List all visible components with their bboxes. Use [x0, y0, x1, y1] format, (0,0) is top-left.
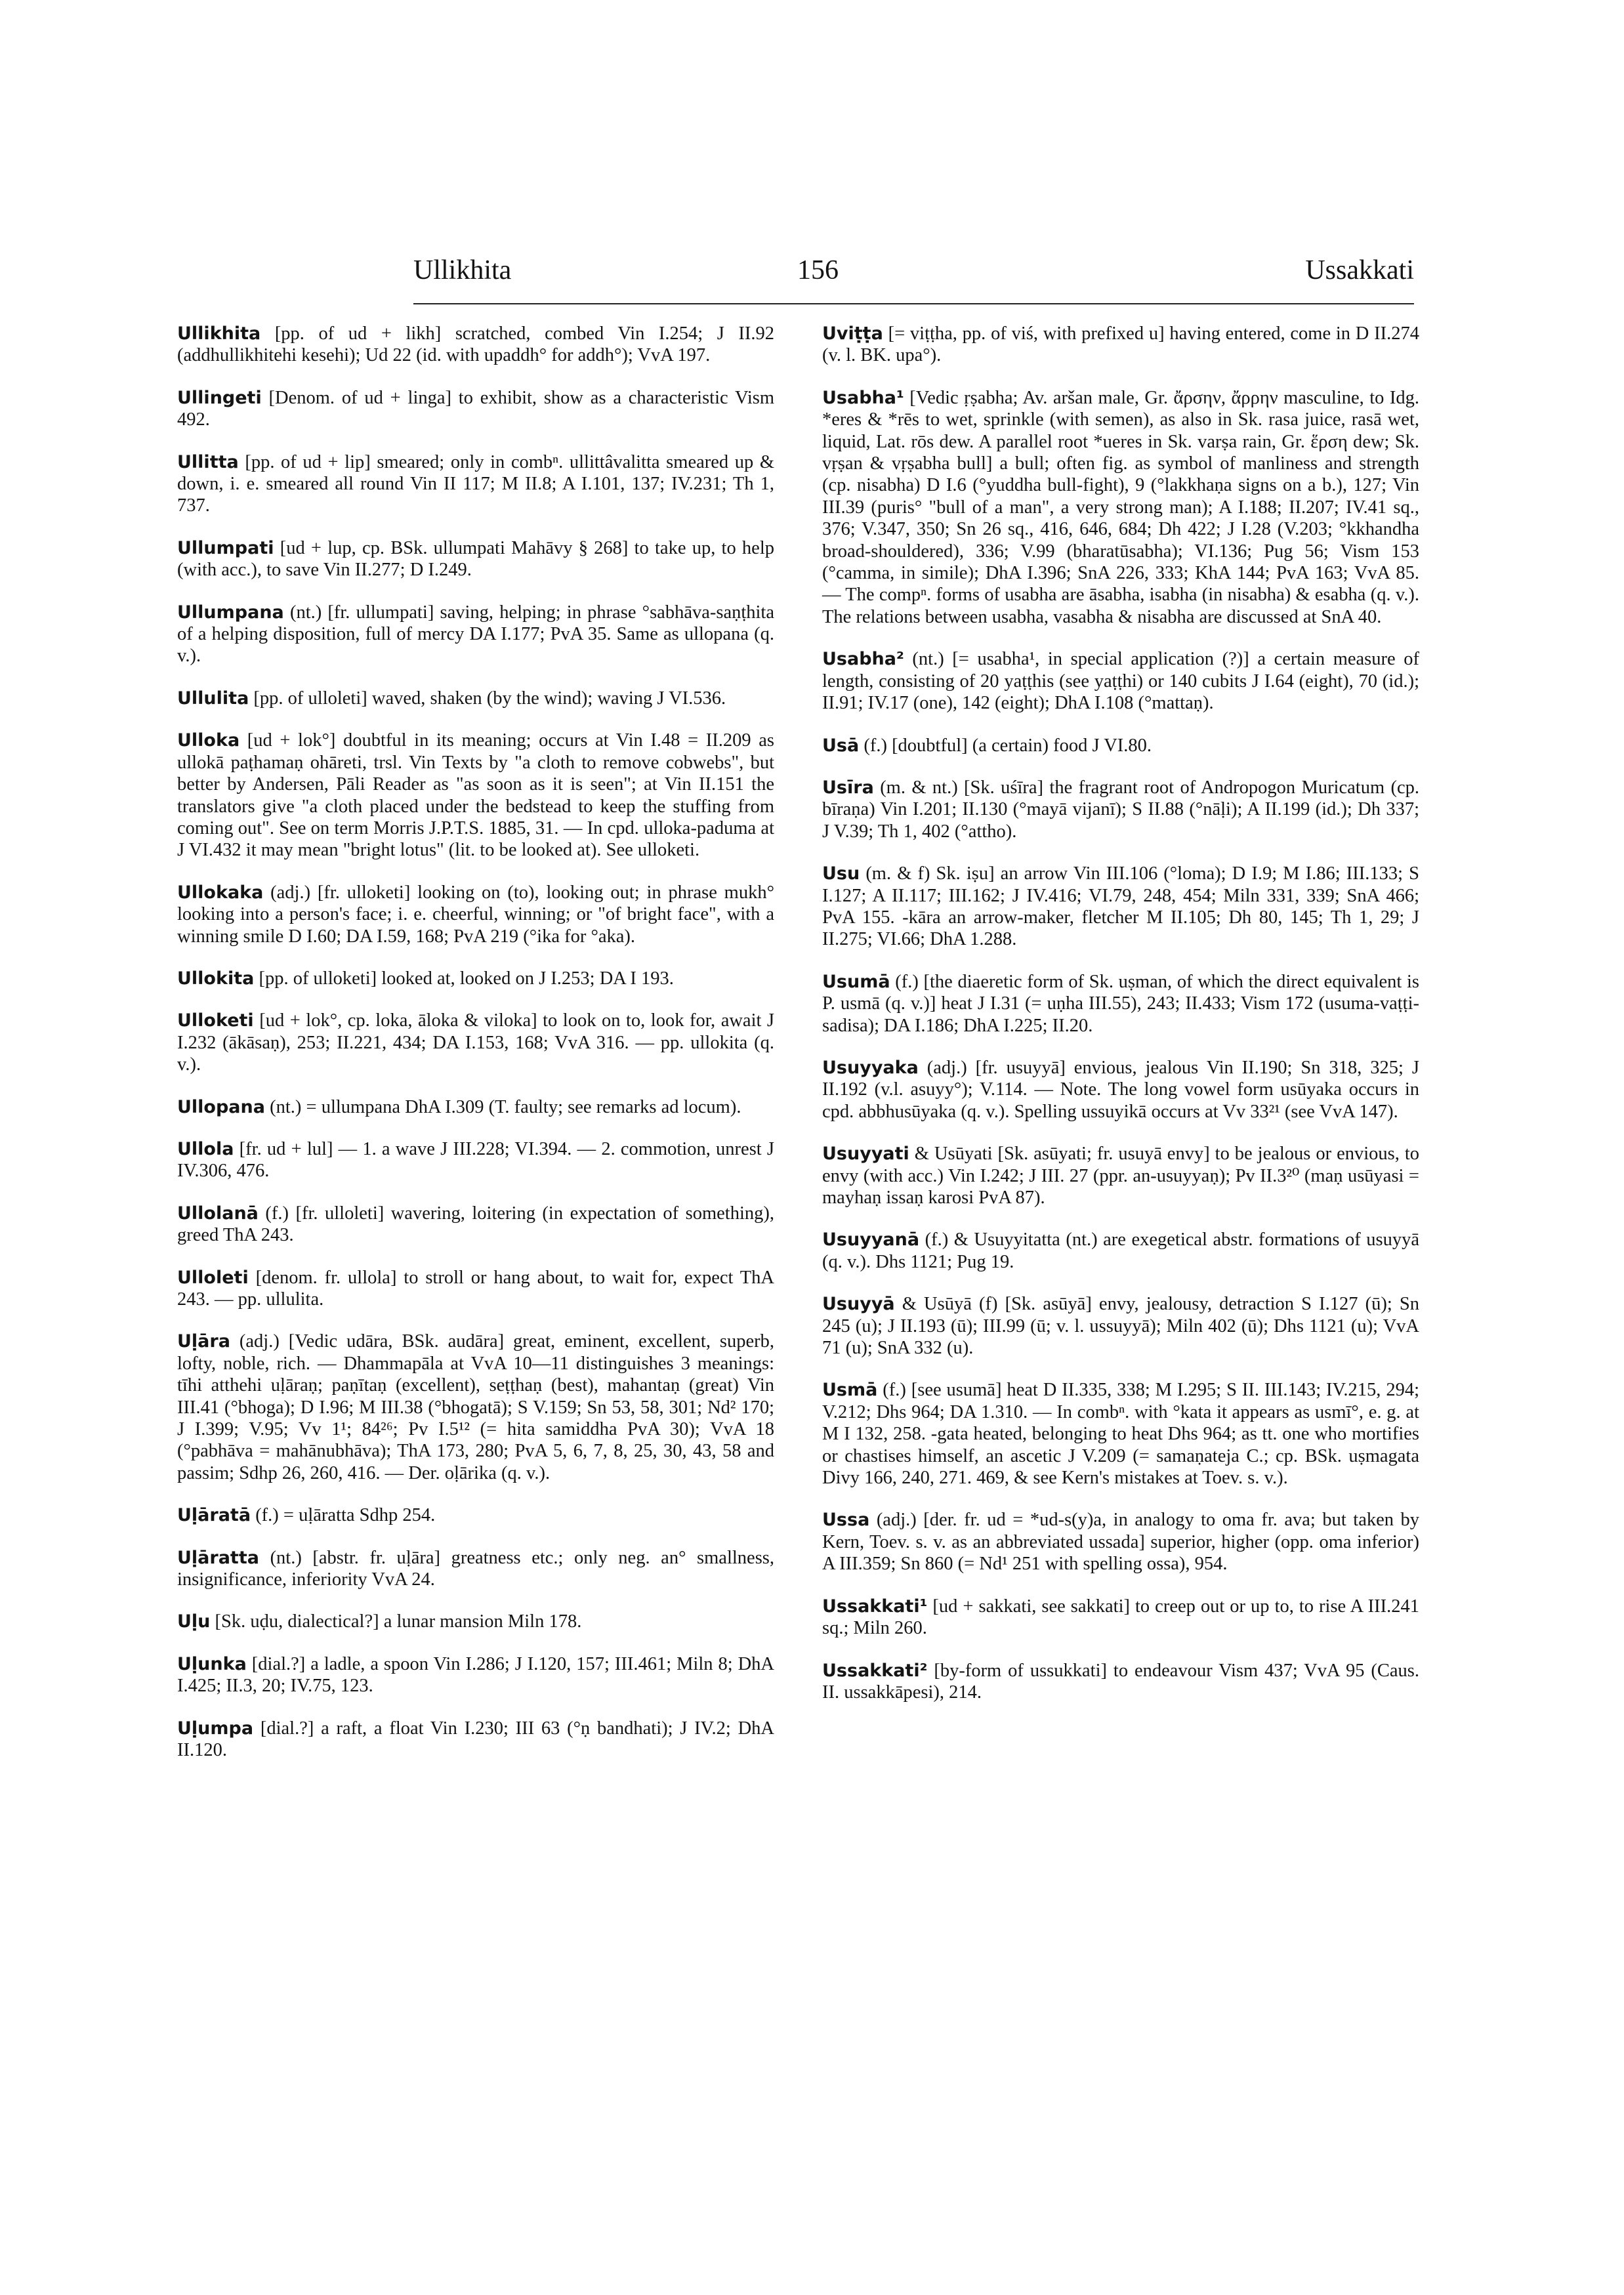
entry-headword: Uḷumpa	[177, 1718, 254, 1739]
entry-definition: [Vedic ṛṣabha; Av. aršan male, Gr. ἄρσην, ἄρρην masculine, to Idg. *eres & *rēs to wet, sprinkle (with semen), as also in Sk. rasa juice, rasā wet, liquid, Lat. rōs dew. A parallel root *ueres in Sk. varṣa rain, Gr. ἕρση dew; Sk. vṛṣan & vṛṣabha bull] a bull; often fig. as symbol of manliness and strength (cp. nisabha) D I.6 (°yuddha bull-fight), 9 (°lakkhaṇa signs on a b.), 127; Vin III.39 (puris° "bull of a man", a very strong man); A I.188; II.207; IV.41 sq., 376; V.347, 350; Sn 26 sq., 416, 646, 684; Dh 422; J I.28 (V.203; °kkhandha broad-shouldered), 336; V.99 (bharatūsabha); VI.136; Pug 56; Vism 153 (°camma, in simile); DhA I.396; SnA 226, 333; KhA 144; PvA 163; VvA 85. — The compⁿ. forms of usabha are āsabha, isabha (in nisabha) & esabha (q. v.). The relations between usabha, vasabha & nisabha are discussed at SnA 40.	[822, 387, 1420, 627]
left-column	[177, 323, 774, 1782]
dictionary-entry	[177, 1096, 774, 1118]
entry-headword: Ullumpana	[177, 602, 284, 623]
entry-headword: Usu	[822, 863, 860, 884]
dictionary-entry	[177, 323, 774, 367]
entry-headword: Ullokita	[177, 968, 255, 989]
dictionary-entry	[177, 1611, 774, 1632]
dictionary-entry	[177, 1010, 774, 1075]
dictionary-entry	[822, 1379, 1419, 1489]
entry-definition: (f.) = uḷāratta Sdhp 254.	[255, 1505, 436, 1526]
entry-headword: Ullopana	[177, 1096, 265, 1117]
entry-definition: [Denom. of ud + linga] to exhibit, show as a characteristic Vism 492.	[177, 387, 774, 430]
entry-headword: Ulloka	[177, 730, 240, 751]
page-number: 156	[797, 255, 839, 285]
dictionary-entry	[822, 1143, 1419, 1209]
entry-definition: [dial.?] a ladle, a spoon Vin I.286; J I.120, 157; III.461; Miln 8; DhA I.425; II.3, 20; IV.75, 123.	[177, 1653, 774, 1697]
entry-headword: Ullolanā	[177, 1203, 259, 1224]
entry-definition: [ud + sakkati, see sakkati] to creep out or up to, to rise A III.241 sq.; Miln 260.	[822, 1596, 1420, 1639]
entry-definition: [Sk. uḍu, dialectical?] a lunar mansion Miln 178.	[215, 1611, 582, 1632]
entry-definition: [pp. of ud + likh] scratched, combed Vin I.254; J II.92 (addhullikhitehi kesehi); Ud 22 (id. with upaddh° for addh°); VvA 197.	[177, 323, 775, 366]
entry-headword: Uḷāratā	[177, 1505, 251, 1526]
entry-headword: Uḷāra	[177, 1331, 230, 1352]
entry-headword: Ullokaka	[177, 882, 264, 903]
entry-headword: Uḷunka	[177, 1653, 247, 1674]
entry-definition: (adj.) [Vedic udāra, BSk. audāra] great, eminent, excellent, superb, lofty, noble, rich. — Dhammapāla at VvA 10—11 distinguishes 3 meanings: tīhi atthehi uḷāraṇ; paṇītaṇ (excellent), seṭṭhaṇ (best), mahantaṇ (great) Vin III.41 (°bhoga); D I.96; M III.38 (°bhogatā); S V.159; Sn 53, 58, 301; Nd² 170; J I.399; V.95; Vv 1¹; 84²⁶; Pv I.5¹² (= hita samiddha PvA 30); VvA 18 (°pabhāva = mahānubhāva); ThA 173, 280; PvA 5, 6, 7, 8, 25, 30, 43, 58 and passim; Sdhp 26, 260, 416. — Der. oḷārika (q. v.).	[177, 1331, 774, 1483]
entry-definition: [by-form of ussukkati] to endeavour Vism 437; VvA 95 (Caus. II. ussakkāpesi), 214.	[822, 1660, 1419, 1703]
entry-headword: Ussakkati¹	[822, 1596, 928, 1617]
entry-definition: [pp. of ulloleti] waved, shaken (by the wind); waving J VI.536.	[253, 688, 726, 709]
dictionary-entry	[177, 1138, 774, 1182]
dictionary-entry	[177, 730, 774, 861]
right-column	[822, 323, 1419, 1724]
header-right-word: Ussakkati	[1305, 255, 1414, 285]
entry-headword: Ulloleti	[177, 1267, 249, 1288]
dictionary-entry	[822, 648, 1419, 714]
dictionary-entry	[177, 968, 774, 989]
entry-definition: (nt.) = ullumpana DhA I.309 (T. faulty; see remarks ad locum).	[270, 1096, 741, 1117]
dictionary-entry	[177, 688, 774, 709]
dictionary-entry	[822, 1596, 1419, 1640]
entry-headword: Usā	[822, 735, 860, 756]
entry-definition: (f.) [fr. ulloleti] wavering, loitering (in expectation of something), greed ThA 243.	[177, 1203, 775, 1246]
dictionary-entry	[822, 1660, 1419, 1704]
entry-definition: (f.) [doubtful] (a certain) food J VI.80.	[864, 735, 1152, 756]
entry-headword: Ullola	[177, 1138, 234, 1159]
entry-headword: Usuyyati	[822, 1144, 909, 1165]
entry-definition: [= viṭṭha, pp. of viś, with prefixed u] having entered, come in D II.274 (v. l. BK. upa°).	[822, 323, 1420, 366]
entry-definition: [fr. ud + lul] — 1. a wave J III.228; VI.394. — 2. commotion, unrest J IV.306, 476.	[177, 1138, 774, 1182]
dictionary-entry	[177, 451, 774, 517]
entry-definition: & Usūyā (f) [Sk. asūyā] envy, jealousy, detraction S I.127 (ū); Sn 245 (u); J II.193 (ū); III.99 (ū; v. l. ussuyyā); Miln 402 (ū); Dhs 1121 (u); VvA 71 (u); SnA 332 (u).	[822, 1294, 1419, 1359]
dictionary-entry	[822, 1229, 1419, 1273]
entry-headword: Ussakkati²	[822, 1660, 928, 1681]
dictionary-entry	[822, 323, 1419, 367]
header-rule	[413, 303, 1414, 304]
dictionary-entry	[177, 1718, 774, 1762]
entry-headword: Uviṭṭa	[822, 323, 883, 344]
entry-headword: Uḷu	[177, 1611, 211, 1632]
entry-headword: Usuyyaka	[822, 1057, 919, 1078]
entry-definition: (adj.) [fr. ulloketi] looking on (to), looking out; in phrase mukh° looking into a person's face; i. e. cheerful, winning; or "of bright face", with a winning smile D I.60; DA I.59, 168; PvA 219 (°ika for °aka).	[177, 882, 775, 947]
entry-definition: (nt.) [fr. ullumpati] saving, helping; in phrase °sabhāva-saṇṭhita of a helping disposition, full of mercy DA I.177; PvA 35. Same as ullopana (q. v.).	[177, 602, 774, 667]
dictionary-entry	[177, 1504, 774, 1526]
entry-headword: Ussa	[822, 1510, 870, 1531]
entry-headword: Usumā	[822, 971, 890, 992]
entry-definition: (f.) & Usuyyitatta (nt.) are exegetical abstr. formations of usuyyā (q. v.). Dhs 1121; Pug 19.	[822, 1230, 1420, 1272]
entry-definition: (f.) [see usumā] heat D II.335, 338; M I.295; S II. III.143; IV.215, 294; V.212; Dhs 964; DA 1.310. — In combⁿ. with °kata it appears as usmī°, e. g. at M I 132, 258. -gata heated, belonging to heat Dhs 964; as tt. one who mortifies or chastises himself, an ascetic J V.209 (= samaṇateja C.; cp. BSk. uṣmagata Divy 166, 240, 271. 469, & see Kern's mistakes at Toev. s. v.).	[822, 1380, 1419, 1489]
dictionary-entry	[822, 735, 1419, 756]
entry-headword: Uḷāratta	[177, 1547, 259, 1568]
entry-definition: [dial.?] a raft, a float Vin I.230; III 63 (°ṇ bandhati); J IV.2; DhA II.120.	[177, 1718, 775, 1761]
dictionary-entry	[822, 777, 1419, 842]
dictionary-entry	[177, 882, 774, 947]
dictionary-entry	[822, 1057, 1419, 1123]
entry-definition: (nt.) [= usabha¹, in special application (?)] a certain measure of length, consisting of 20 yaṭṭhis (see yaṭṭhi) or 140 cubits J I.64 (eight), 70 (id.); II.91; IV.17 (one), 142 (eight); DhA I.108 (°mattaṇ).	[822, 649, 1419, 714]
entry-definition: [denom. fr. ullola] to stroll or hang about, to wait for, expect ThA 243. — pp. ullulita.	[177, 1267, 775, 1310]
entry-definition: (nt.) [abstr. fr. uḷāra] greatness etc.; only neg. an° smallness, insignificance, inferiority VvA 24.	[177, 1547, 775, 1590]
entry-definition: [ud + lok°] doubtful in its meaning; occurs at Vin I.48 = II.209 as ullokā paṭhamaṇ ohāreti, trsl. Vin Texts by "a cloth to remove cobwebs", but better by Andersen, Pāli Reader as "as soon as it is seen"; at Vin II.151 the translators give "a cloth placed under the bedstead to keep the stuffing from coming out". See on term Morris J.P.T.S. 1885, 31. — In cpd. ulloka-paduma at J VI.432 it may mean "bright lotus" (lit. to be looked at). See ulloketi.	[177, 730, 775, 861]
dictionary-entry	[177, 537, 774, 581]
dictionary-entry	[177, 1203, 774, 1247]
entry-headword: Usīra	[822, 777, 874, 798]
entry-definition: [ud + lok°, cp. loka, āloka & viloka] to look on to, look for, await J I.232 (ākāsaṇ), 253; II.221, 434; DA I.153, 168; VvA 316. — pp. ullokita (q. v.).	[177, 1010, 775, 1075]
dictionary-entry	[822, 1293, 1419, 1359]
entry-definition: (adj.) [der. fr. ud = *ud-s(y)a, in analogy to oma fr. ava; but taken by Kern, Toev. s. v. as an abbreviated ussada] superior, higher (opp. oma inferior) A III.359; Sn 860 (= Nd¹ 251 with spelling ossa), 954.	[822, 1510, 1420, 1575]
dictionary-entry	[177, 1267, 774, 1311]
entry-headword: Ulloketi	[177, 1010, 254, 1031]
dictionary-entry	[822, 971, 1419, 1037]
entry-definition: [pp. of ud + lip] smeared; only in combⁿ. ullittâvalitta smeared up & down, i. e. smeared all round Vin II 117; M II.8; A I.101, 137; IV.231; Th 1, 737.	[177, 451, 774, 516]
entry-headword: Usuyyā	[822, 1294, 895, 1315]
entry-definition: (m. & f) Sk. iṣu] an arrow Vin III.106 (°loma); D I.9; M I.86; III.133; S I.127; A II.117; III.162; J IV.416; VI.79, 248, 454; Miln 331, 339; SnA 466; PvA 155. -kāra an arrow-maker, fletcher M II.105; Dh 80, 145; Th 1, 29; J II.275; VI.66; DhA 1.288.	[822, 863, 1419, 950]
entry-definition: (m. & nt.) [Sk. uśīra] the fragrant root of Andropogon Muricatum (cp. bīraṇa) Vin I.201; II.130 (°mayā vijanī); S II.88 (°nāḷi); A II.199 (id.); Dh 337; J V.39; Th 1, 402 (°attho).	[822, 777, 1420, 842]
entry-definition: [pp. of ulloketi] looked at, looked on J I.253; DA I 193.	[259, 968, 674, 989]
dictionary-entry	[822, 387, 1419, 628]
entry-headword: Ullitta	[177, 451, 239, 472]
entry-headword: Usuyyanā	[822, 1230, 920, 1251]
dictionary-entry	[822, 863, 1419, 951]
header-left-word: Ullikhita	[413, 255, 512, 285]
dictionary-entry	[822, 1509, 1419, 1575]
dictionary-entry	[177, 387, 774, 431]
entry-headword: Ullumpati	[177, 537, 274, 558]
running-header	[413, 255, 1414, 294]
entry-definition: (f.) [the diaeretic form of Sk. uṣman, of which the direct equivalent is P. usmā (q. v.)] heat J I.31 (= uṇha III.55), 243; II.433; Vism 172 (usuma-vaṭṭi-sadisa); DA I.186; DhA I.225; II.20.	[822, 971, 1419, 1036]
dictionary-entry	[177, 1547, 774, 1591]
dictionary-entry	[177, 1653, 774, 1697]
entry-headword: Ullulita	[177, 688, 249, 709]
entry-headword: Usabha²	[822, 649, 904, 670]
entry-headword: Ullikhita	[177, 323, 261, 344]
dictionary-entry	[177, 602, 774, 667]
entry-headword: Usmā	[822, 1380, 878, 1401]
entry-definition: [ud + lup, cp. BSk. ullumpati Mahāvy § 268] to take up, to help (with acc.), to save Vin II.277; D I.249.	[177, 537, 774, 581]
entry-headword: Ullingeti	[177, 387, 262, 408]
entry-definition: & Usūyati [Sk. asūyati; fr. usuyā envy] to be jealous or envious, to envy (with acc.) Vin I.242; J III. 27 (ppr. an-usuyyaṇ); Pv II.3²⁰ (maṇ usūyasi = mayhaṇ issaṇ karosi PvA 87).	[822, 1144, 1419, 1208]
entry-definition: (adj.) [fr. usuyyā] envious, jealous Vin II.190; Sn 318, 325; J II.192 (v.l. asuyy°); V.114. — Note. The long vowel form usūyaka occurs in cpd. abbhusūyaka (q. v.). Spelling ussuyikā occurs at Vv 33²¹ (see VvA 147).	[822, 1057, 1419, 1122]
dictionary-entry	[177, 1331, 774, 1484]
entry-headword: Usabha¹	[822, 387, 904, 408]
